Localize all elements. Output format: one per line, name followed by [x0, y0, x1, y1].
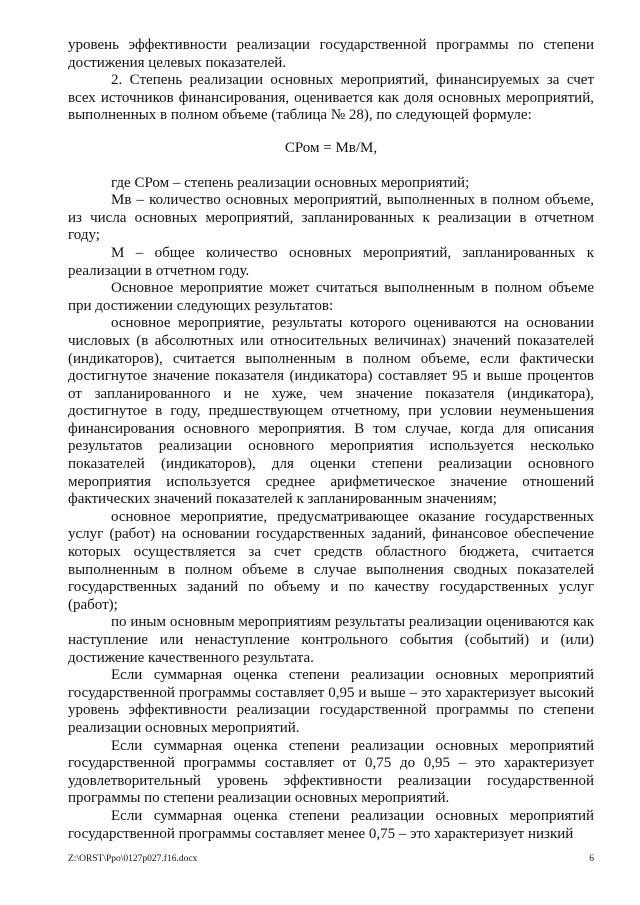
paragraph-high-level: Если суммарная оценка степени реализации основных мероприятий государственной программы составляет 0,95 и выше – это характеризует высокий уровень эффективности реализации государственной программы по степени реализации основных мероприятий. — [68, 667, 594, 736]
formula: СРом = Мв/М, — [284, 139, 378, 156]
paragraph-definition-m: М – общее количество основных мероприятий, запланированных к реализации в отчетном году. — [68, 244, 594, 279]
paragraph-continuation: уровень эффективности реализации государственной программы по степени достижения целевых показателей. — [68, 37, 594, 71]
page-number: 6 — [589, 854, 594, 864]
paragraph-definition-srom: где СРом – степень реализации основных мероприятий; — [111, 174, 470, 191]
paragraph-state-services: основное мероприятие, предусматривающее оказание государственных услуг (работ) на основании государственных заданий, финансовое обеспечение которых осуществляется за счет средств областного бюджета, считается выполненным в полном объеме в случае выполнения сводных показателей государственных заданий по объему и по качеству государственных услуг (работ); — [68, 508, 594, 613]
body-text — [68, 37, 594, 843]
paragraph-completion-criteria: Основное мероприятие может считаться выполненным в полном объеме при достижении следующих результатов: — [68, 280, 594, 314]
paragraph-other-measures: по иным основным мероприятиям результаты реализации оцениваются как наступление или ненаступление контрольного события (событий) и (или) достижение качественного результата. — [68, 614, 594, 666]
paragraph-satisfactory-level: Если суммарная оценка степени реализации основных мероприятий государственной программы составляет от 0,75 до 0,95 – это характеризует удовлетворительный уровень эффективности реализации государственной программы по степени реализации основных мероприятий. — [68, 737, 594, 807]
file-path: Z:\ORST\Ppo\0127p027.f16.docx — [68, 854, 198, 864]
paragraph-numeric-indicators: основное мероприятие, результаты которого оцениваются на основании числовых (в абсолютных или относительных величинах) значений показателей (индикаторов), считается выполненным в полном объеме, если фактически достигнутое значение показателя (индикатора) составляет 95 и выше процентов от запланированного и не хуже, чем значение показателя (индикатора), достигнутое в году, предшествующем отчетному, при условии неуменьшения финансирования основного мероприятия. В том случае, когда для описания результатов реализации основного мероприятия используется несколько показателей (индикаторов), для оценки степени реализации основного мероприятия используется среднее арифметическое значение отношений фактических значений показателей к запланированным значениям; — [68, 315, 594, 508]
paragraph-definition-mv: Мв – количество основных мероприятий, выполненных в полном объеме, из числа основных мероприятий, запланированных к реализации в отчетном году; — [68, 192, 594, 244]
paragraph-low-level: Если суммарная оценка степени реализации основных мероприятий государственной программы составляет менее 0,75 – это характеризует низкий — [68, 807, 594, 842]
paragraph-point-2: 2. Степень реализации основных мероприятий, финансируемых за счет всех источников финансирования, оценивается как доля основных мероприятий, выполненных в полном объеме (таблица № 28), по следующей формуле: — [68, 72, 594, 124]
